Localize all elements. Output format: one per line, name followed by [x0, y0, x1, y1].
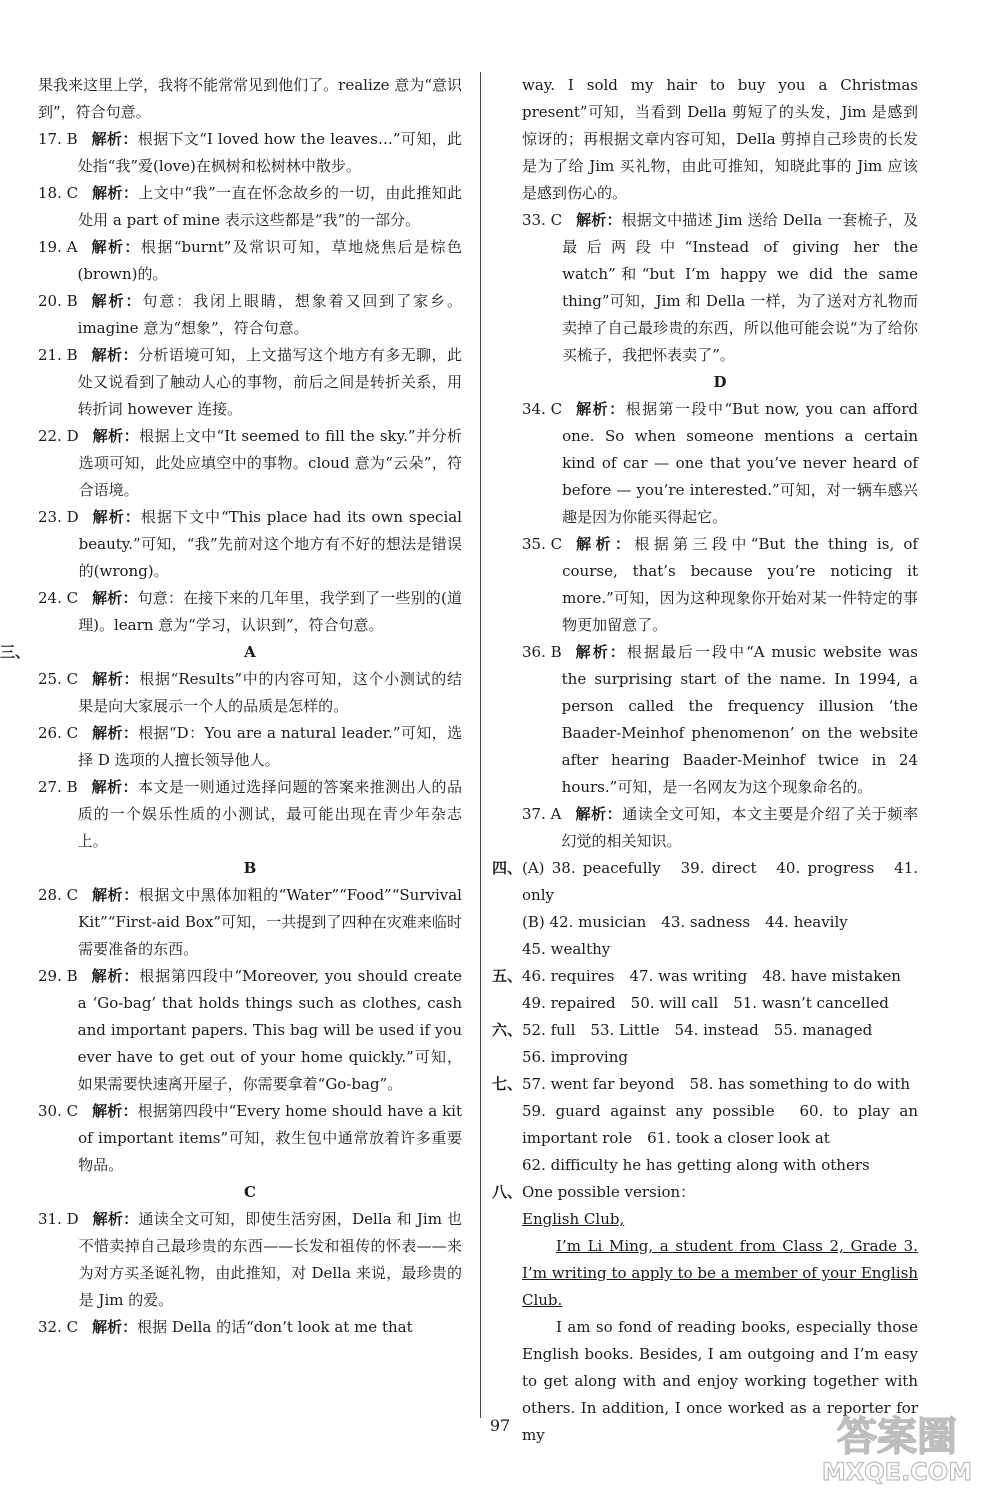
answer-item	[38, 666, 462, 720]
section-letter: B	[243, 859, 257, 877]
answer-line: One possible version：	[522, 1183, 696, 1201]
answer-explanation	[78, 180, 462, 234]
answer-explanation	[79, 504, 462, 585]
continued-text: way. I sold my hair to buy you a Christmas present”可知，当看到 Della 剪短了的头发，Jim 是感到惊讶的；再根据文章内容可知，Della 剪掉自己珍贵的长发是为了给 Jim 买礼物，由此可推知，知晓此事的 Jim 应该是感到伤心的。	[522, 76, 918, 202]
explanation-text: 句意：在接下来的几年里，我学到了一些别的(道理)。learn 意为“学习，认识到”，符合句意。	[78, 589, 462, 634]
answer-explanation	[562, 396, 918, 531]
answer-number: 31. D	[38, 1210, 79, 1228]
explanation-label: 解析：	[92, 670, 140, 688]
answer-group	[492, 1179, 918, 1206]
explanation-label: 解析：	[91, 238, 141, 256]
explanation-text: 本文是一则通过选择问题的答案来推测出人的品质的一个娱乐性质的小测试，最可能出现在青少年杂志上。	[77, 778, 462, 850]
answer-number: 23. D	[38, 508, 79, 526]
column-divider	[480, 72, 481, 1418]
answer-number: 37. A	[522, 805, 562, 823]
answer-lines	[522, 855, 918, 963]
answer-item	[38, 126, 462, 180]
section-number: 四、	[492, 859, 523, 877]
answer-item	[38, 1098, 462, 1179]
answer-item	[38, 342, 462, 423]
answer-group	[492, 1071, 918, 1179]
answer-item	[38, 720, 462, 774]
explanation-label: 解析：	[92, 427, 140, 445]
answer-explanation	[562, 531, 918, 639]
explanation-label: 解析：	[91, 346, 139, 364]
answer-explanation	[78, 666, 462, 720]
answer-line: 57. went far beyond 58. has something to do with	[522, 1075, 911, 1093]
essay-intro-text: I’m Li Ming, a student from Class 2, Grade 3. I’m writing to apply to be a member of your English Club.	[522, 1237, 918, 1309]
answer-item	[38, 1206, 462, 1314]
explanation-text: 根据下文“I loved how the leaves…”可知，此处指“我”爱(love)在枫树和松树林中散步。	[77, 130, 462, 175]
answer-explanation	[78, 1314, 462, 1341]
answer-number: 18. C	[38, 184, 79, 202]
explanation-text: 根据第三段中“But the thing is, of course, that’s because you’re noticing it more.”可知，因为这种现象你开始对某一件特定的事物更加留意了。	[562, 535, 918, 634]
explanation-label: 解析：	[92, 508, 141, 526]
explanation-text: 根据第一段中“But now, you can afford one. So when someone mentions a certain kind of car — one that you’ve never heard of before — you’re interested.”可知，对一辆车感兴趣是因为你能买得起它。	[562, 400, 918, 526]
watermark-title: 答案圈	[837, 1414, 957, 1460]
answer-explanation	[78, 1098, 462, 1179]
answer-explanation	[79, 1206, 462, 1314]
answer-group	[492, 963, 918, 1017]
essay-intro	[522, 1233, 918, 1314]
answer-item	[522, 207, 918, 369]
section-letter: D	[713, 373, 727, 391]
answer-number: 29. B	[38, 967, 78, 985]
section-number: 三、	[0, 643, 31, 661]
answer-item	[38, 585, 462, 639]
explanation-label: 解析：	[92, 589, 138, 607]
answer-explanation	[562, 639, 918, 801]
explanation-label: 解析：	[576, 400, 626, 418]
answer-item	[38, 1314, 462, 1341]
section-heading	[522, 369, 918, 396]
answer-lines	[522, 1017, 918, 1071]
section-number: 八、	[492, 1183, 523, 1201]
explanation-text: 根据第四段中“Moreover, you should create a ‘Go-bag’ that holds things such as clothes, cash and important papers. This bag will be used if you ever have to get out of your home quickly.”可知，如果需要快速离开屋子，你需要拿着“Go-bag”。	[77, 967, 462, 1093]
answer-number: 17. B	[38, 130, 78, 148]
answer-number: 36. B	[522, 643, 562, 661]
answer-explanation	[78, 774, 462, 855]
answer-item	[522, 396, 918, 531]
answer-number: 27. B	[38, 778, 78, 796]
answer-item	[38, 882, 462, 963]
section-letter: C	[244, 1183, 256, 1201]
answer-item	[38, 963, 462, 1098]
answer-number: 26. C	[38, 724, 79, 742]
page-number: 97	[489, 1416, 511, 1435]
explanation-text: 通读全文可知，本文主要是介绍了关于频率幻觉的相关知识。	[561, 805, 918, 850]
answer-number: 21. B	[38, 346, 78, 364]
explanation-text: 根据“D：You are a natural leader.”可知，选择 D 选项的人擅长领导他人。	[78, 724, 462, 769]
explanation-label: 解析：	[575, 805, 623, 823]
section-number: 五、	[492, 967, 523, 985]
answer-explanation	[79, 423, 462, 504]
answer-explanation	[77, 234, 462, 288]
explanation-text: 分析语境可知，上文描写这个地方有多无聊，此处又说看到了触动人心的事物，前后之间是转折关系，用转折词 however 连接。	[77, 346, 462, 418]
answer-line: 62. difficulty he has getting along with others	[522, 1156, 870, 1174]
answer-item	[38, 504, 462, 585]
answer-item	[522, 639, 918, 801]
section-heading	[38, 855, 462, 882]
answer-line: 56. improving	[522, 1048, 628, 1066]
section-heading	[38, 1179, 462, 1206]
explanation-label: 解析：	[92, 184, 139, 202]
answer-number: 25. C	[38, 670, 79, 688]
answer-line: 59. guard against any possible 60. to play an important role 61. took a closer look at	[522, 1102, 918, 1147]
answer-number: 19. A	[38, 238, 78, 256]
essay-paragraph: I am so fond of reading books, especially those English books. Besides, I am outgoing and I’m easy to get along with and enjoy working together with others. In addition, I once worked as a reporter for my	[522, 1318, 918, 1444]
answer-line: 52. full 53. Little 54. instead 55. managed	[522, 1021, 873, 1039]
explanation-text: 根据文中描述 Jim 送给 Della 一套梳子，及最后两段中“Instead of giving her the watch”和“but I’m happy we did the same thing”可知，Jim 和 Della 一样，为了送对方礼物而卖掉了自己最珍贵的东西，所以他可能会说“为了给你买梳子，我把怀表卖了”。	[562, 211, 918, 364]
answer-line: 49. repaired 50. will call 51. wasn’t cancelled	[522, 994, 889, 1012]
answer-lines	[522, 1179, 918, 1206]
section-heading	[0, 639, 462, 666]
answer-number: 20. B	[38, 292, 78, 310]
explanation-text: 根据 Della 的话“don’t look at me that	[137, 1318, 413, 1336]
answer-explanation	[78, 288, 462, 342]
answer-line: (A) 38. peacefully 39. direct 40. progress 41. only	[522, 859, 918, 904]
answer-line: 45. wealthy	[522, 940, 611, 958]
answer-number: 24. C	[38, 589, 79, 607]
explanation-label: 解析：	[576, 211, 622, 229]
answer-explanation	[78, 963, 462, 1098]
explanation-label: 解析：	[91, 130, 138, 148]
explanation-text: 根据文中黑体加粗的“Water”“Food”“Survival Kit”“First-aid Box”可知，一共提到了四种在灾难来临时需要准备的东西。	[78, 886, 462, 958]
explanation-label: 解析：	[575, 643, 627, 661]
answer-item	[38, 774, 462, 855]
answer-item	[38, 423, 462, 504]
explanation-text: 根据“Results”中的内容可知，这个小测试的结果是向大家展示一个人的品质是怎样的。	[78, 670, 462, 715]
answer-number: 28. C	[38, 886, 79, 904]
explanation-text: 根据最后一段中“A music website was the surprising start of the name. In 1994, a person called the frequency illusion ‘the Baader-Meinhof phenomenon’ on the website after hearing Baader-Meinhof twice in 24 hours.”可知，是一名网友为这个现象命名的。	[561, 643, 918, 796]
explanation-label: 解析：	[92, 1318, 138, 1336]
explanation-label: 解析：	[92, 1210, 139, 1228]
explanation-label: 解析：	[91, 292, 143, 310]
explanation-text: 根据下文中“This place had its own special beauty.”可知，“我”先前对这个地方有不好的想法是错误的(wrong)。	[78, 508, 462, 580]
answer-line: (B) 42. musician 43. sadness 44. heavily	[522, 913, 848, 931]
explanation-label: 解析：	[91, 778, 139, 796]
answer-explanation	[78, 126, 462, 180]
explanation-label: 解析：	[91, 967, 140, 985]
answer-number: 22. D	[38, 427, 79, 445]
answer-line: 46. requires 47. was writing 48. have mistaken	[522, 967, 901, 985]
answer-item	[38, 234, 462, 288]
answer-number: 33. C	[522, 211, 563, 229]
explanation-label: 解析：	[576, 535, 635, 553]
answer-item	[522, 801, 918, 855]
section-letter: A	[244, 643, 256, 661]
left-column	[0, 72, 462, 1341]
answer-explanation	[561, 801, 918, 855]
answer-explanation	[78, 720, 462, 774]
answer-item	[522, 531, 918, 639]
explanation-text: 根据上文中“It seemed to fill the sky.”并分析选项可知，此处应填空中的事物。cloud 意为“云朵”，符合语境。	[78, 427, 462, 499]
answer-item	[38, 288, 462, 342]
explanation-label: 解析：	[92, 886, 139, 904]
answer-lines	[522, 1071, 918, 1179]
watermark-url: MXQE.COM	[821, 1458, 973, 1486]
section-number: 七、	[492, 1075, 523, 1093]
answer-number: 32. C	[38, 1318, 79, 1336]
answer-group	[492, 1017, 918, 1071]
answer-explanation	[78, 342, 462, 423]
answer-explanation	[78, 882, 462, 963]
watermark-logo	[812, 1408, 982, 1486]
answer-lines	[522, 963, 918, 1017]
explanation-text: 句意：我闭上眼睛，想象着又回到了家乡。imagine 意为“想象”，符合句意。	[77, 292, 462, 337]
explanation-label: 解析：	[92, 724, 139, 742]
answer-explanation	[78, 585, 462, 639]
essay-salutation: English Club,	[522, 1210, 625, 1228]
explanation-text: 根据第四段中“Every home should have a kit of important items”可知，救生包中通常放着许多重要物品。	[78, 1102, 462, 1174]
answer-number: 35. C	[522, 535, 563, 553]
explanation-text: 上文中“我”一直在怀念故乡的一切，由此推知此处用 a part of mine 表示这些都是“我”的一部分。	[78, 184, 462, 229]
continued-text: 果我来这里上学，我将不能常常见到他们了。realize 意为“意识到”，符合句意。	[38, 76, 462, 121]
explanation-text: 通读全文可知，即使生活穷困，Della 和 Jim 也不惜卖掉自己最珍贵的东西——长发和祖传的怀表——来为对方买圣诞礼物，由此推知，对 Della 来说，最珍贵的是 Jim 的爱。	[78, 1210, 462, 1309]
explanation-label: 解析：	[92, 1102, 138, 1120]
answer-number: 30. C	[38, 1102, 79, 1120]
section-number: 六、	[492, 1021, 523, 1039]
answer-group	[492, 855, 918, 963]
answer-number: 34. C	[522, 400, 563, 418]
answer-explanation	[562, 207, 918, 369]
explanation-text: 根据“burnt”及常识可知，草地烧焦后是棕色(brown)的。	[77, 238, 462, 283]
answer-item	[38, 180, 462, 234]
